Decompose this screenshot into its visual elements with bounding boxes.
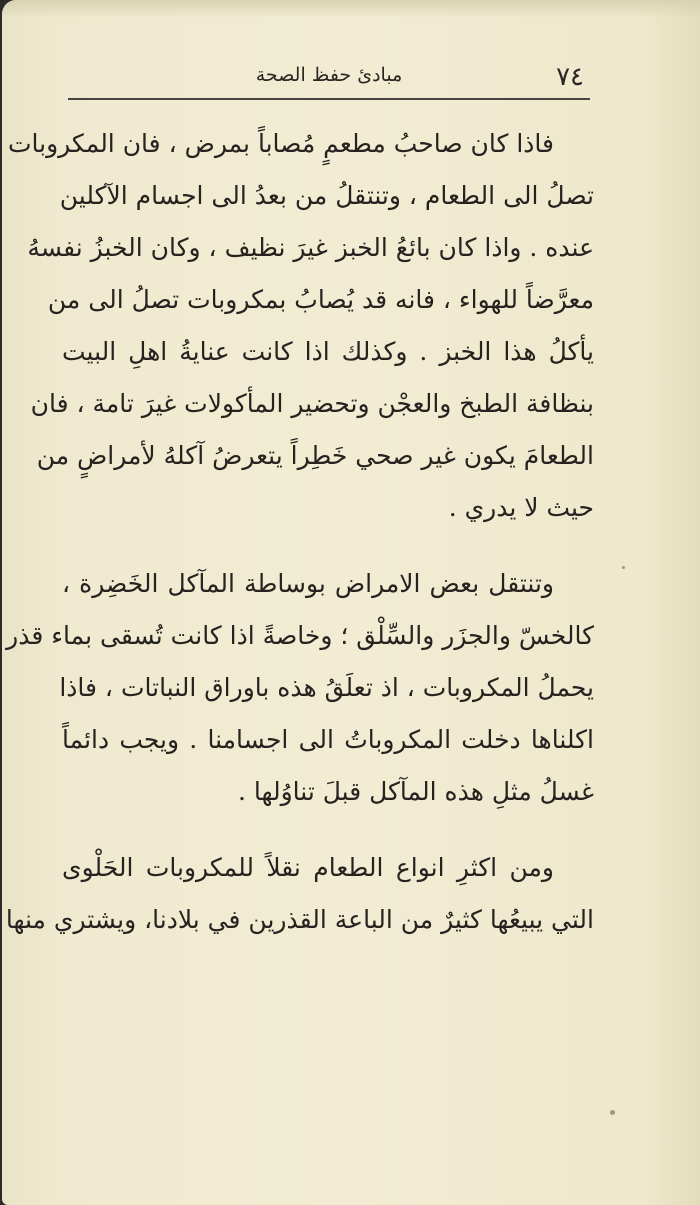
text-line: عنده . واذا كان بائعُ الخبز غيرَ نظيف ، وكان الخبزُ نفسهُ: [27, 233, 594, 262]
paragraph-gap: [62, 534, 594, 558]
page-header: [68, 58, 590, 98]
text-line: يأكلُ هذا الخبز . وكذلك اذا كانت عنايةُ اهلِ البيت: [62, 337, 594, 366]
text-line: غسلُ مثلِ هذه المآكل قبلَ تناوُلها .: [237, 777, 594, 806]
paragraph-1: [7, 118, 594, 534]
paragraph-2: [6, 558, 594, 818]
text-line: كالخسّ والجزَر والسِّلْق ؛ وخاصةً اذا كانت تُسقى بماء قذر: [6, 621, 594, 650]
page-number: ٧٤: [556, 62, 584, 92]
text-line: ومن اكثرِ انواع الطعام نقلاً للمكروبات الحَلْوى: [62, 853, 554, 882]
header-rule: [68, 98, 590, 100]
text-line: حيث لا يدري .: [448, 493, 594, 522]
paragraph-3: [5, 842, 594, 946]
body-text: [5, 118, 594, 946]
text-line: يحملُ المكروبات ، اذ تعلَقُ هذه باوراق النباتات ، فاذا: [59, 673, 594, 702]
paper-spot: [622, 566, 625, 569]
paper-spot: [610, 1110, 615, 1115]
text-line: فاذا كان صاحبُ مطعمٍ مُصاباً بمرض ، فان المكروبات: [7, 129, 554, 158]
text-line: الطعامَ يكون غير صحي خَطِراً يتعرضُ آكلهُ لأمراضٍ من: [36, 441, 594, 470]
text-line: تصلُ الى الطعام ، وتنتقلُ من بعدُ الى اجسام الآكلين: [59, 181, 594, 210]
book-page: [2, 0, 700, 1205]
running-title: مبادئ حفظ الصحة: [255, 64, 403, 86]
text-line: معرَّضاً للهواء ، فانه قد يُصابُ بمكروبات تصلُ الى من: [47, 285, 594, 314]
paragraph-gap: [62, 818, 594, 842]
text-line: وتنتقل بعض الامراض بوساطة المآكل الخَضِرة ،: [62, 569, 554, 598]
text-line: بنظافة الطبخ والعجْن وتحضير المأكولات غيرَ تامة ، فان: [30, 389, 594, 418]
text-line: التي يبيعُها كثيرٌ من الباعة القذرين في بلادنا، ويشتري منها: [5, 905, 594, 934]
text-line: اكلناها دخلت المكروباتُ الى اجسامنا . ويجب دائماً: [62, 725, 594, 754]
